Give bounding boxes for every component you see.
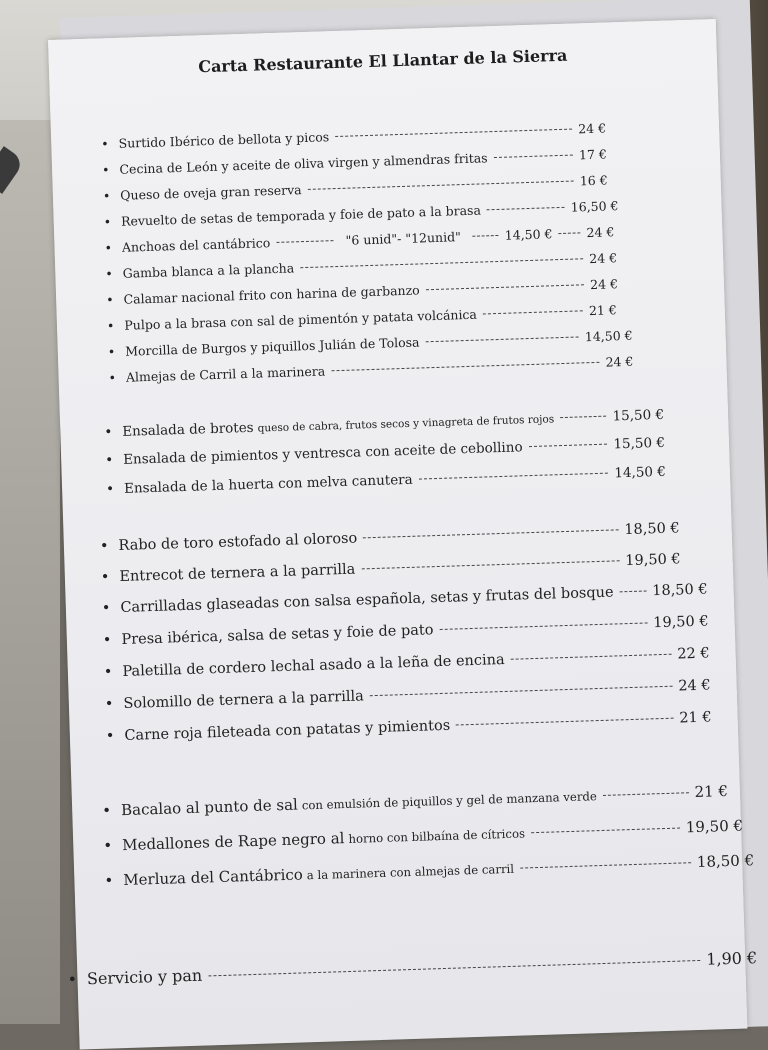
bullet-icon: • xyxy=(102,188,111,204)
leader-line xyxy=(473,235,499,237)
bullet-icon: • xyxy=(105,728,115,745)
bullet-icon: • xyxy=(104,696,114,713)
menu-item xyxy=(101,551,681,585)
item-name: Solomillo de ternera a la parrilla xyxy=(123,688,365,712)
leader-line xyxy=(558,232,580,234)
menu-item xyxy=(104,646,710,681)
item-name: Ensalada de la huerta con melva canutera xyxy=(123,471,413,497)
leader-line xyxy=(487,207,565,210)
leader-line xyxy=(511,654,672,660)
leader-line xyxy=(335,129,572,137)
menu-item xyxy=(102,582,708,617)
item-name: Merluza del Cantábrico xyxy=(123,865,304,890)
leader-line xyxy=(483,310,583,314)
item-name: Ensalada de brotes xyxy=(122,419,254,440)
item-name: Almejas de Carril a la marinera xyxy=(125,363,326,385)
menu-item xyxy=(100,520,680,554)
item-name: Presa ibérica, salsa de setas y foie de pato xyxy=(121,622,434,648)
item-price: 21 € xyxy=(679,709,712,727)
leader-line xyxy=(363,529,618,538)
menu-item-service xyxy=(67,948,757,989)
item-name: Entrecot de ternera a la parrilla xyxy=(119,561,356,586)
bullet-icon: • xyxy=(105,292,114,308)
item-price: 24 € xyxy=(577,120,607,137)
item-name: Paletilla de cordero lechal asado a la leña de encina xyxy=(122,651,505,680)
item-name: Carrilladas glaseadas con salsa española, setas y frutas del bosque xyxy=(120,584,614,617)
menu-item xyxy=(106,464,666,498)
item-name: Gamba blanca a la plancha xyxy=(122,260,295,281)
bullet-icon: • xyxy=(105,481,115,498)
bullet-icon: • xyxy=(107,344,116,360)
leader-line xyxy=(425,336,578,342)
item-detail: con emulsión de piquillos y gel de manzana verde xyxy=(301,789,598,813)
leader-line xyxy=(208,960,700,976)
bullet-icon: • xyxy=(104,452,114,469)
leader-line xyxy=(494,155,573,158)
menu-item xyxy=(108,328,633,359)
bullet-icon: • xyxy=(108,370,117,386)
item-price: 16,50 € xyxy=(570,198,619,215)
menu-item xyxy=(103,172,608,203)
bullet-icon: • xyxy=(103,836,113,855)
leader-line xyxy=(531,828,680,834)
item-price: 19,50 € xyxy=(685,816,744,837)
leader-line xyxy=(439,622,647,630)
item-price: 18,50 € xyxy=(652,581,708,600)
menu-item xyxy=(104,407,664,441)
leader-line xyxy=(300,258,583,268)
leader-line xyxy=(520,862,691,868)
menu-item xyxy=(103,614,709,649)
table-left xyxy=(0,120,60,1024)
bullet-icon: • xyxy=(101,801,112,820)
item-price: 18,50 € xyxy=(696,851,755,872)
leader-line xyxy=(308,181,574,190)
item-price: 19,50 € xyxy=(653,613,709,632)
item-name: Pulpo a la brasa con sal de pimentón y patata volcánica xyxy=(124,306,478,333)
leader-line xyxy=(419,473,609,480)
item-name: Rabo de toro estofado al oloroso xyxy=(118,530,358,555)
item-name: Carne roja fileteada con patatas y pimientos xyxy=(124,717,451,744)
bullet-icon: • xyxy=(105,266,113,282)
menu-item xyxy=(105,435,665,469)
menu-item-anchoas xyxy=(104,224,614,255)
bullet-icon: • xyxy=(104,871,114,890)
item-detail: horno con bilbaína de cítricos xyxy=(348,826,526,846)
menu-item xyxy=(108,354,633,385)
menu-item xyxy=(107,302,617,333)
item-price-12: 24 € xyxy=(586,224,615,241)
item-price-6: 14,50 € xyxy=(504,226,553,243)
leader-line xyxy=(560,416,607,418)
menu-item xyxy=(103,817,743,855)
bullet-icon: • xyxy=(101,600,111,617)
item-name: Cecina de León y aceite de oliva virgen y almendras fritas xyxy=(119,150,488,177)
item-detail: queso de cabra, frutos secos y vinagreta de frutos rojos xyxy=(257,413,555,435)
item-price: 24 € xyxy=(589,250,618,267)
menu-item xyxy=(105,250,617,281)
item-price: 14,50 € xyxy=(584,327,633,345)
leader-line xyxy=(276,240,333,243)
item-price: 19,50 € xyxy=(625,551,681,570)
leader-line xyxy=(620,590,647,592)
item-name: Surtido Ibérico de bellota y picos xyxy=(118,129,330,151)
bullet-icon: • xyxy=(102,632,112,649)
item-name: Bacalao al punto de sal xyxy=(120,795,299,820)
item-price: 17 € xyxy=(578,146,608,163)
item-name: Revuelto de setas de temporada y foie de pato a la brasa xyxy=(120,202,482,229)
item-price: 21 € xyxy=(588,302,617,319)
item-price: 14,50 € xyxy=(614,463,667,482)
item-name: Medallones de Rape negro al xyxy=(121,829,345,855)
bullet-icon: • xyxy=(99,538,109,555)
item-price: 18,50 € xyxy=(624,520,680,539)
item-detail: a la marinera con almejas de carril xyxy=(306,861,515,883)
item-name: Calamar nacional frito con harina de garbanzo xyxy=(123,282,420,307)
menu-item xyxy=(106,276,618,307)
item-price: 16 € xyxy=(579,172,608,189)
item-units: "6 unid"- "12unid" xyxy=(345,229,462,248)
leader-line xyxy=(370,686,673,697)
bullet-icon: • xyxy=(101,136,109,152)
bullet-icon: • xyxy=(104,424,113,441)
item-name: Queso de oveja gran reserva xyxy=(120,182,302,203)
menu-title: Carta Restaurante El Llantar de la Sierra xyxy=(197,45,568,77)
item-name: Anchoas del cantábrico xyxy=(121,235,271,255)
menu-item xyxy=(102,147,607,178)
item-price: 15,50 € xyxy=(613,434,666,453)
bullet-icon: • xyxy=(67,969,78,989)
bullet-icon: • xyxy=(103,214,112,230)
menu-item xyxy=(104,198,619,229)
item-name: Morcilla de Burgos y piquillos Julián de Tolosa xyxy=(124,334,420,359)
leader-line xyxy=(361,560,619,569)
item-price: 15,50 € xyxy=(612,406,665,425)
item-price: 1,90 € xyxy=(706,948,758,969)
menu-sheet xyxy=(48,19,758,1049)
bullet-icon: • xyxy=(103,664,113,681)
item-name: Ensalada de pimientos y ventresca con aceite de cebollino xyxy=(122,439,523,468)
leader-line xyxy=(529,444,608,447)
leader-line xyxy=(456,718,673,726)
bullet-icon: • xyxy=(100,569,110,586)
leader-line xyxy=(331,362,599,371)
bullet-icon: • xyxy=(104,240,113,256)
leader-line xyxy=(426,284,584,290)
bullet-icon: • xyxy=(106,318,115,334)
item-price: 24 € xyxy=(678,677,711,695)
menu-item xyxy=(104,851,754,889)
leader-line xyxy=(603,792,689,796)
item-price: 22 € xyxy=(677,645,710,663)
item-price: 21 € xyxy=(694,782,729,802)
menu-item xyxy=(106,709,712,744)
item-price: 24 € xyxy=(605,353,634,370)
item-price: 24 € xyxy=(589,276,619,293)
menu-item xyxy=(101,121,606,152)
bullet-icon: • xyxy=(101,162,110,178)
menu-item xyxy=(102,782,728,820)
menu-item xyxy=(105,678,711,713)
item-name: Servicio y pan xyxy=(86,965,203,989)
